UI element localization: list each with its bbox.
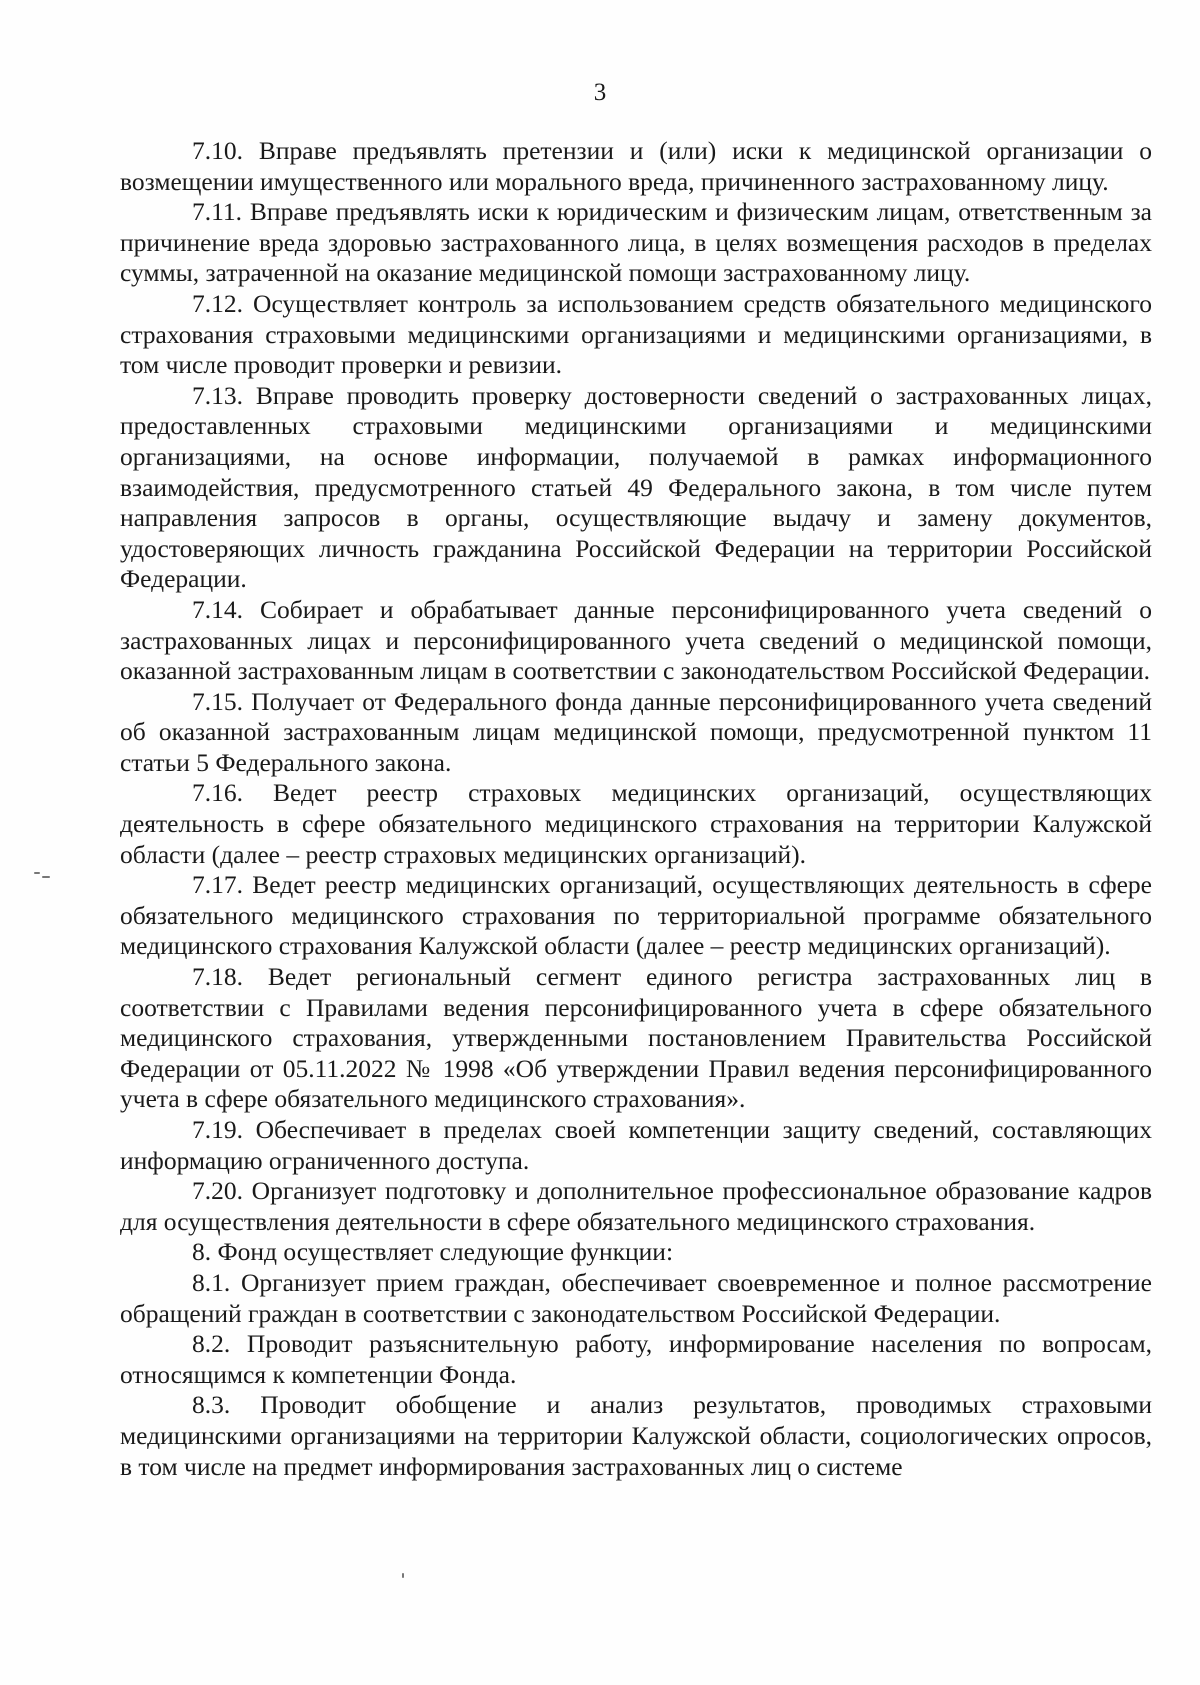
paragraph-7-17: 7.17. Ведет реестр медицинских организаций, осуществляющих деятельность в сфере обязательного медицинского страхования по территориальной программе обязательного медицинского страхования Калужской области (далее – реестр медицинских организаций). xyxy=(120,870,1152,961)
scan-speck xyxy=(42,876,50,878)
paragraph-7-14: 7.14. Собирает и обрабатывает данные персонифицированного учета сведений о застрахованных лицах и персонифицированного учета сведений о медицинской помощи, оказанной застрахованным лицам в соответствии с законодательством Российской Федерации. xyxy=(120,594,1152,686)
paragraph-7-11: 7.11. Вправе предъявлять иски к юридическим и физическим лицам, ответственным за причинение вреда здоровью застрахованного лица, в целях возмещения расходов в пределах суммы, затраченной на оказание медицинской помощи застрахованному лицу. xyxy=(120,197,1152,288)
paragraph-8: 8. Фонд осуществляет следующие функции: xyxy=(192,1237,674,1267)
paragraph-7-15: 7.15. Получает от Федерального фонда данные персонифицированного учета сведений об оказанной застрахованным лицам медицинской помощи, предусмотренной пунктом 11 статьи 5 Федерального закона. xyxy=(120,686,1152,777)
paragraph-8-1: 8.1. Организует прием граждан, обеспечивает своевременное и полное рассмотрение обращений граждан в соответствии с законодательством Российской Федерации. xyxy=(120,1267,1152,1328)
paragraph-8-2: 8.2. Проводит разъяснительную работу, информирование населения по вопросам, относящимся к компетенции Фонда. xyxy=(120,1329,1152,1389)
paragraph-7-10: 7.10. Вправе предъявлять претензии и (или) иски к медицинской организации о возмещении имущественного или морального вреда, причиненного застрахованному лицу. xyxy=(120,136,1152,196)
paragraph-7-20: 7.20. Организует подготовку и дополнительное профессиональное образование кадров для осуществления деятельности в сфере обязательного медицинского страхования. xyxy=(120,1176,1152,1236)
scan-speck xyxy=(402,1573,404,1578)
scan-speck xyxy=(34,872,40,874)
document-body xyxy=(120,136,1152,1482)
paragraph-7-16: 7.16. Ведет реестр страховых медицинских организаций, осуществляющих деятельность в сфере обязательного медицинского страхования на территории Калужской области (далее – реестр страховых медицинских организаций). xyxy=(120,778,1152,869)
page-number: 3 xyxy=(593,79,607,106)
paragraph-7-13: 7.13. Вправе проводить проверку достоверности сведений о застрахованных лицах, предоставленных страховыми медицинскими организациями и медицинскими организациями, на основе информации, получаемой в рамках информационного взаимодействия, предусмотренного статьей 49 Федерального закона, в том числе путем направления запросов в органы, осуществляющие выдачу и замену документов, удостоверяющих личность гражданина Российской Федерации на территории Российской Федерации. xyxy=(120,380,1152,594)
paragraph-7-19: 7.19. Обеспечивает в пределах своей компетенции защиту сведений, составляющих информацию ограниченного доступа. xyxy=(120,1115,1152,1175)
paragraph-7-18: 7.18. Ведет региональный сегмент единого регистра застрахованных лиц в соответствии с Правилами ведения персонифицированного учета в сфере обязательного медицинского страхования, утвержденными постановлением Правительства Российской Федерации от 05.11.2022 № 1998 «Об утверждении Правил ведения персонифицированного учета в сфере обязательного медицинского страхования». xyxy=(120,962,1152,1114)
paragraph-7-12: 7.12. Осуществляет контроль за использованием средств обязательного медицинского страхования страховыми медицинскими организациями и медицинскими организациями, в том числе проводит проверки и ревизии. xyxy=(120,288,1152,380)
paragraph-8-3: 8.3. Проводит обобщение и анализ результатов, проводимых страховыми медицинскими организациями на территории Калужской области, социологических опросов, в том числе на предмет информирования застрахованных лиц о системе xyxy=(120,1390,1152,1481)
